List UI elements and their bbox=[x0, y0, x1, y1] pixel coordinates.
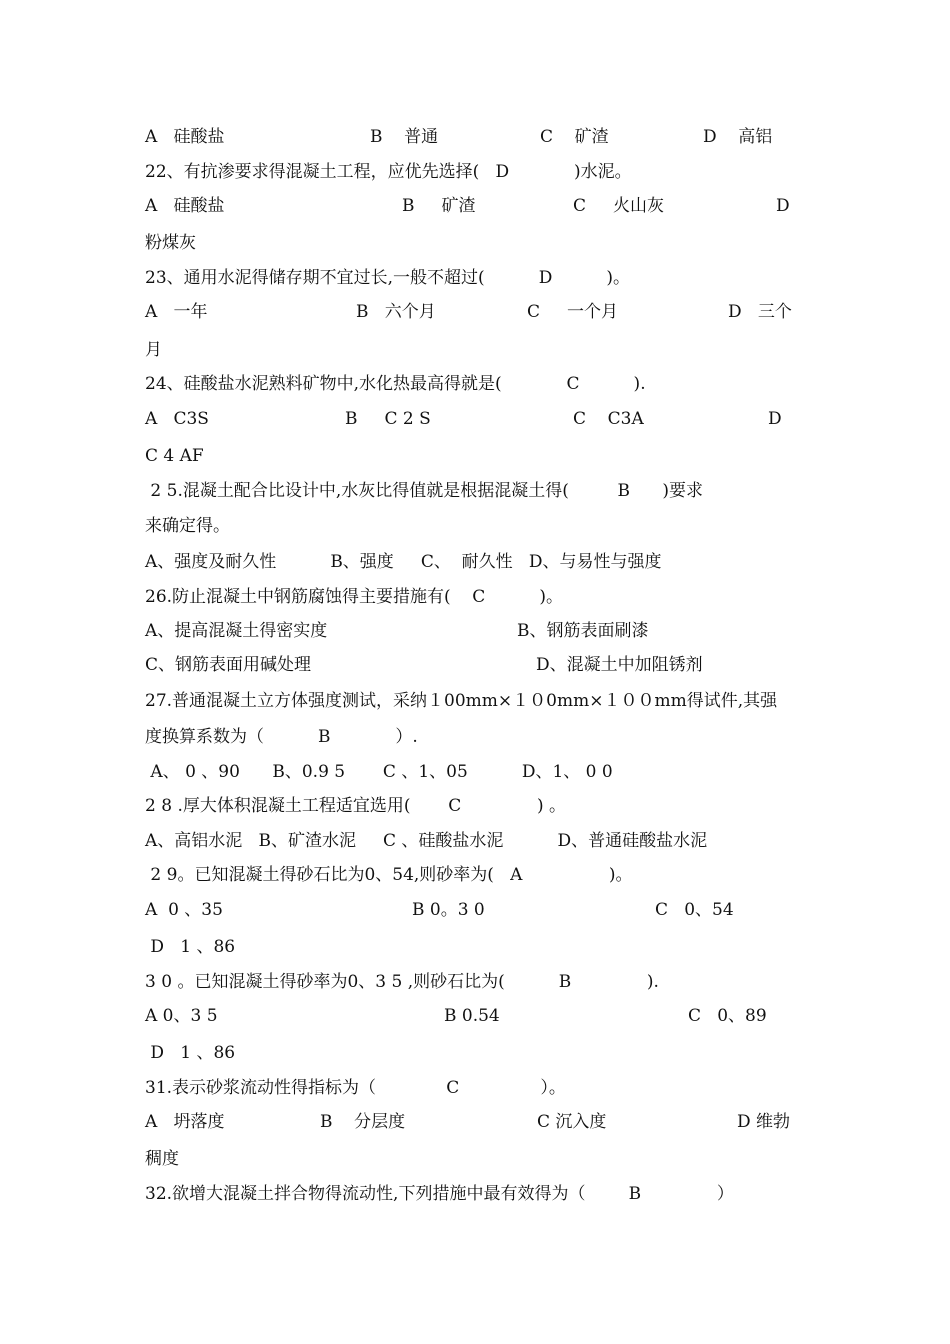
q28-stem: 2 8 .厚大体积混凝土工程适宜选用( C ) 。 bbox=[145, 796, 566, 816]
q30-option-c: C 0、89 bbox=[688, 1006, 767, 1026]
q31-option-d: D 维勃 bbox=[737, 1112, 791, 1132]
q31-option-c: C 沉入度 bbox=[537, 1112, 607, 1132]
q25-options: A、强度及耐久性 B、强度 C、 耐久性 D、与易性与强度 bbox=[145, 552, 662, 572]
q22-option-d: D bbox=[776, 196, 790, 216]
q31-stem: 31.表示砂浆流动性得指标为（ C ）。 bbox=[145, 1078, 566, 1098]
q24-stem: 24、硅酸盐水泥熟料矿物中,水化热最高得就是( C ). bbox=[145, 374, 646, 394]
q29-option-c: C 0、54 bbox=[655, 900, 734, 920]
q31-option-b: B 分层度 bbox=[320, 1112, 406, 1132]
q26-option-a: A、提高混凝土得密实度 bbox=[145, 621, 328, 641]
q21-option-b: B 普通 bbox=[370, 127, 439, 147]
q21-option-c: C 矿渣 bbox=[540, 127, 609, 147]
q22-stem: 22、有抗渗要求得混凝土工程，应优先选择( D )水泥。 bbox=[145, 162, 632, 182]
q23-stem: 23、通用水泥得储存期不宜过长,一般不超过( D )。 bbox=[145, 268, 631, 288]
q22-option-d-wrap: 粉煤灰 bbox=[145, 233, 196, 253]
q24-option-d: D bbox=[768, 409, 782, 429]
q23-option-d: D 三个 bbox=[728, 302, 792, 322]
q24-option-a: A C3S bbox=[145, 409, 209, 429]
q26-option-c: C、钢筋表面用碱处理 bbox=[145, 655, 312, 675]
q30-option-b: B 0.54 bbox=[444, 1006, 500, 1026]
q26-option-d: D、混凝土中加阻锈剂 bbox=[536, 655, 703, 675]
q30-option-d: D 1 、86 bbox=[145, 1043, 236, 1063]
q25-stem-line1: 2 5.混凝土配合比设计中,水灰比得值就是根据混凝土得( B )要求 bbox=[145, 481, 704, 501]
q22-option-a: A 硅酸盐 bbox=[145, 196, 225, 216]
q21-option-d: D 高铝 bbox=[703, 127, 773, 147]
q21-option-a: A 硅酸盐 bbox=[145, 127, 225, 147]
q23-option-a: A 一年 bbox=[145, 302, 208, 322]
q27-options: A、 0 、90 B、0.9 5 C 、1、05 D、1、 0 0 bbox=[145, 762, 613, 782]
q28-options: A、高铝水泥 B、矿渣水泥 C 、硅酸盐水泥 D、普通硅酸盐水泥 bbox=[145, 831, 708, 851]
q22-option-b: B 矿渣 bbox=[402, 196, 476, 216]
q24-option-c: C C3A bbox=[573, 409, 644, 429]
q26-option-b: B、钢筋表面刷漆 bbox=[517, 621, 649, 641]
q31-option-a: A 坍落度 bbox=[145, 1112, 225, 1132]
q29-option-d: D 1 、86 bbox=[145, 937, 236, 957]
q23-option-d-wrap: 月 bbox=[145, 340, 162, 360]
q31-option-d-wrap: 稠度 bbox=[145, 1149, 179, 1169]
q23-option-c: C 一个月 bbox=[527, 302, 619, 322]
q24-option-b: B C 2 S bbox=[345, 409, 431, 429]
q24-option-d-wrap: C 4 AF bbox=[145, 446, 204, 466]
q22-option-c: C 火山灰 bbox=[573, 196, 665, 216]
q26-stem: 26.防止混凝土中钢筋腐蚀得主要措施有( C )。 bbox=[145, 587, 563, 607]
q29-stem: 2 9。已知混凝土得砂石比为0、54,则砂率为( A )。 bbox=[145, 865, 633, 885]
q29-option-b: B 0。3 0 bbox=[412, 900, 485, 920]
q25-stem-line2: 来确定得。 bbox=[145, 516, 230, 536]
q30-stem: 3 0 。已知混凝土得砂率为0、3 5 ,则砂石比为( B ). bbox=[145, 972, 659, 992]
q29-option-a: A 0 、35 bbox=[145, 900, 223, 920]
q23-option-b: B 六个月 bbox=[356, 302, 436, 322]
q30-option-a: A 0、3 5 bbox=[145, 1006, 218, 1026]
q32-stem: 32.欲增大混凝土拌合物得流动性,下列措施中最有效得为（ B ） bbox=[145, 1184, 734, 1204]
q27-stem-line2: 度换算系数为（ B ）. bbox=[145, 727, 418, 747]
q27-stem-line1: 27.普通混凝土立方体强度测试，采纳１00mm×１０0mm×１００mm得试件,其强 bbox=[145, 691, 778, 711]
